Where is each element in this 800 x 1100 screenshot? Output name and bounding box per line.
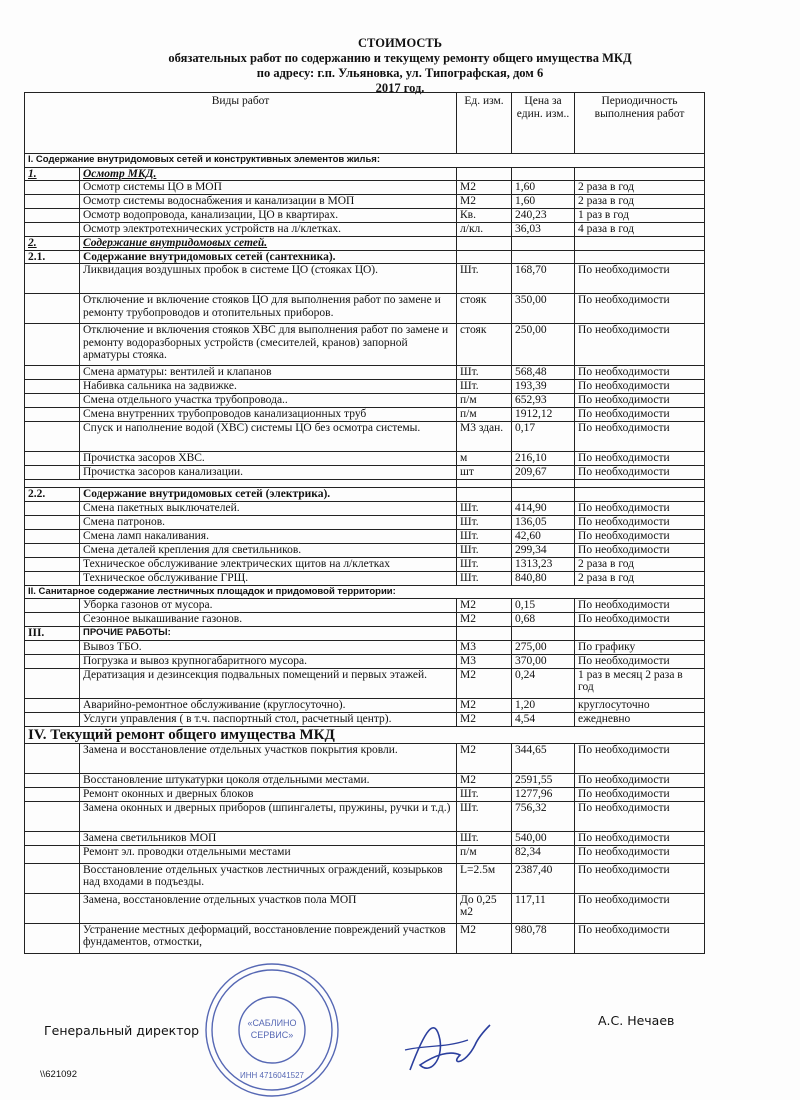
director-label: Генеральный директор bbox=[44, 1023, 200, 1038]
table-row bbox=[25, 599, 705, 613]
table-row bbox=[25, 366, 705, 380]
price-cell: 250,00 bbox=[512, 324, 575, 366]
table-header-row bbox=[25, 93, 705, 154]
number-cell bbox=[25, 613, 80, 627]
subsection-row bbox=[25, 627, 705, 641]
table-row bbox=[25, 557, 705, 571]
number-cell bbox=[25, 515, 80, 529]
table-row bbox=[25, 613, 705, 627]
unit-cell: Шт. bbox=[457, 380, 512, 394]
number-cell bbox=[25, 801, 80, 831]
table-row bbox=[25, 501, 705, 515]
svg-text:СЕРВИС»: СЕРВИС» bbox=[250, 1030, 294, 1040]
works-table-body bbox=[25, 93, 705, 954]
work-description: Ремонт эл. проводки отдельными местами bbox=[80, 845, 457, 863]
price-cell: 540,00 bbox=[512, 831, 575, 845]
work-description: Сезонное выкашивание газонов. bbox=[80, 613, 457, 627]
works-table bbox=[24, 92, 705, 954]
work-description: Прочистка засоров канализации. bbox=[80, 466, 457, 480]
table-row bbox=[25, 422, 705, 452]
subsection-title: Содержание внутридомовых сетей (электрика). bbox=[80, 488, 457, 502]
number-cell bbox=[25, 712, 80, 726]
period-cell: По необходимости bbox=[575, 773, 705, 787]
work-description: Услуги управления ( в т.ч. паспортный стол, расчетный центр). bbox=[80, 712, 457, 726]
number-cell bbox=[25, 394, 80, 408]
table-row bbox=[25, 863, 705, 893]
table-row bbox=[25, 294, 705, 324]
title-line-4: 2017 год. bbox=[375, 81, 425, 95]
empty-cell bbox=[457, 167, 512, 181]
period-cell: По необходимости bbox=[575, 515, 705, 529]
period-cell: По необходимости bbox=[575, 501, 705, 515]
unit-cell: Шт. bbox=[457, 366, 512, 380]
unit-cell: М2 bbox=[457, 698, 512, 712]
table-row bbox=[25, 515, 705, 529]
work-description: Замена оконных и дверных приборов (шпингалеты, пружины, ручки и т.д.) bbox=[80, 801, 457, 831]
subsection-title: Осмотр МКД. bbox=[80, 167, 457, 181]
table-row bbox=[25, 195, 705, 209]
unit-cell: М2 bbox=[457, 195, 512, 209]
unit-cell: Шт. bbox=[457, 543, 512, 557]
work-description: Погрузка и вывоз крупногабаритного мусора. bbox=[80, 654, 457, 668]
unit-cell: Кв. bbox=[457, 209, 512, 223]
number-cell bbox=[25, 743, 80, 773]
unit-cell: До 0,25 м2 bbox=[457, 893, 512, 923]
unit-cell: стояк bbox=[457, 294, 512, 324]
work-description: Вывоз ТБО. bbox=[80, 640, 457, 654]
subsection-number: 2.1. bbox=[25, 250, 80, 264]
price-cell: 36,03 bbox=[512, 223, 575, 237]
table-row bbox=[25, 923, 705, 953]
price-cell: 2387,40 bbox=[512, 863, 575, 893]
work-description: Ремонт оконных и дверных блоков bbox=[80, 787, 457, 801]
period-cell: По необходимости bbox=[575, 654, 705, 668]
price-cell: 240,23 bbox=[512, 209, 575, 223]
price-cell: 136,05 bbox=[512, 515, 575, 529]
price-cell: 1912,12 bbox=[512, 408, 575, 422]
header-period: Периодичность выполнения работ bbox=[575, 93, 705, 154]
work-description: Замена, восстановление отдельных участков пола МОП bbox=[80, 893, 457, 923]
work-description: Прочистка засоров ХВС. bbox=[80, 452, 457, 466]
period-cell: По необходимости bbox=[575, 613, 705, 627]
number-cell bbox=[25, 380, 80, 394]
subsection-row bbox=[25, 488, 705, 502]
unit-cell: М2 bbox=[457, 668, 512, 698]
section-title: II. Санитарное содержание лестничных площадок и придомовой территории: bbox=[25, 585, 705, 599]
table-gap-row bbox=[25, 480, 705, 488]
price-cell: 350,00 bbox=[512, 294, 575, 324]
unit-cell: М3 bbox=[457, 654, 512, 668]
unit-cell: М2 bbox=[457, 773, 512, 787]
title-line-2: обязательных работ по содержанию и текущему ремонту общего имущества МКД bbox=[168, 51, 632, 65]
number-cell bbox=[25, 571, 80, 585]
empty-cell bbox=[457, 237, 512, 251]
price-cell: 1,60 bbox=[512, 181, 575, 195]
work-description: Замена и восстановление отдельных участков покрытия кровли. bbox=[80, 743, 457, 773]
number-cell bbox=[25, 893, 80, 923]
empty-cell bbox=[512, 627, 575, 641]
section-row bbox=[25, 154, 705, 168]
company-stamp bbox=[192, 960, 352, 1100]
period-cell: круглосуточно bbox=[575, 698, 705, 712]
empty-cell bbox=[575, 250, 705, 264]
number-cell bbox=[25, 294, 80, 324]
period-cell: По необходимости bbox=[575, 294, 705, 324]
unit-cell: М2 bbox=[457, 181, 512, 195]
document-id: \\621092 bbox=[40, 1069, 77, 1080]
price-cell: 0,17 bbox=[512, 422, 575, 452]
price-cell: 980,78 bbox=[512, 923, 575, 953]
work-description: Дератизация и дезинсекция подвальных помещений и первых этажей. bbox=[80, 668, 457, 698]
price-cell: 568,48 bbox=[512, 366, 575, 380]
number-cell bbox=[25, 599, 80, 613]
unit-cell: М2 bbox=[457, 712, 512, 726]
subsection-number: III. bbox=[25, 627, 80, 641]
title-line-3: по адресу: г.п. Ульяновка, ул. Типографская, дом 6 bbox=[256, 66, 544, 80]
table-row bbox=[25, 787, 705, 801]
empty-cell bbox=[512, 488, 575, 502]
empty-cell bbox=[512, 250, 575, 264]
section-title: IV. Текущий ремонт общего имущества МКД bbox=[25, 726, 705, 743]
work-description: Аварийно-ремонтное обслуживание (круглосуточно). bbox=[80, 698, 457, 712]
unit-cell: м bbox=[457, 452, 512, 466]
period-cell: По необходимости bbox=[575, 324, 705, 366]
number-cell bbox=[25, 831, 80, 845]
signer-name: А.С. Нечаев bbox=[598, 1013, 675, 1028]
unit-cell: л/кл. bbox=[457, 223, 512, 237]
work-description: Техническое обслуживание электрических щитов на л/клетках bbox=[80, 557, 457, 571]
unit-cell: М2 bbox=[457, 613, 512, 627]
period-cell: 2 раза в год bbox=[575, 195, 705, 209]
price-cell: 344,65 bbox=[512, 743, 575, 773]
price-cell: 1,20 bbox=[512, 698, 575, 712]
work-description: Смена внутренних трубопроводов канализационных труб bbox=[80, 408, 457, 422]
section-row bbox=[25, 726, 705, 743]
unit-cell: Шт. bbox=[457, 831, 512, 845]
subsection-row bbox=[25, 167, 705, 181]
work-description: Отключение и включение стояков ЦО для выполнения работ по замене и ремонту трубопроводов и отопительных приборов. bbox=[80, 294, 457, 324]
work-description: Смена арматуры: вентилей и клапанов bbox=[80, 366, 457, 380]
number-cell bbox=[25, 668, 80, 698]
work-description: Техническое обслуживание ГРЩ. bbox=[80, 571, 457, 585]
table-row bbox=[25, 654, 705, 668]
number-cell bbox=[25, 195, 80, 209]
empty-cell bbox=[512, 237, 575, 251]
unit-cell: стояк bbox=[457, 324, 512, 366]
subsection-number: 1. bbox=[25, 167, 80, 181]
empty-cell bbox=[457, 250, 512, 264]
section-row bbox=[25, 585, 705, 599]
period-cell: ежедневно bbox=[575, 712, 705, 726]
table-row bbox=[25, 668, 705, 698]
gap-cell bbox=[512, 480, 575, 488]
table-row bbox=[25, 571, 705, 585]
table-row bbox=[25, 845, 705, 863]
table-row bbox=[25, 181, 705, 195]
number-cell bbox=[25, 501, 80, 515]
unit-cell: п/м bbox=[457, 394, 512, 408]
price-cell: 652,93 bbox=[512, 394, 575, 408]
unit-cell: Шт. bbox=[457, 529, 512, 543]
table-row bbox=[25, 640, 705, 654]
work-description: Восстановление штукатурки цоколя отдельными местами. bbox=[80, 773, 457, 787]
period-cell: 1 раз в год bbox=[575, 209, 705, 223]
number-cell bbox=[25, 466, 80, 480]
gap-cell bbox=[575, 480, 705, 488]
number-cell bbox=[25, 654, 80, 668]
unit-cell: М2 bbox=[457, 599, 512, 613]
period-cell: 2 раза в год bbox=[575, 571, 705, 585]
unit-cell: Шт. bbox=[457, 264, 512, 294]
period-cell: По необходимости bbox=[575, 422, 705, 452]
table-row bbox=[25, 773, 705, 787]
period-cell: По необходимости bbox=[575, 543, 705, 557]
table-row bbox=[25, 893, 705, 923]
price-cell: 216,10 bbox=[512, 452, 575, 466]
empty-cell bbox=[575, 237, 705, 251]
price-cell: 370,00 bbox=[512, 654, 575, 668]
price-cell: 1,60 bbox=[512, 195, 575, 209]
work-description: Набивка сальника на задвижке. bbox=[80, 380, 457, 394]
subsection-row bbox=[25, 237, 705, 251]
header-unit: Ед. изм. bbox=[457, 93, 512, 154]
unit-cell: Шт. bbox=[457, 571, 512, 585]
table-row bbox=[25, 712, 705, 726]
unit-cell: Шт. bbox=[457, 801, 512, 831]
period-cell: По необходимости bbox=[575, 893, 705, 923]
table-row bbox=[25, 223, 705, 237]
number-cell bbox=[25, 209, 80, 223]
period-cell: По необходимости bbox=[575, 863, 705, 893]
period-cell: По необходимости bbox=[575, 452, 705, 466]
work-description: Смена пакетных выключателей. bbox=[80, 501, 457, 515]
period-cell: По необходимости bbox=[575, 801, 705, 831]
empty-cell bbox=[512, 167, 575, 181]
number-cell bbox=[25, 181, 80, 195]
document-title bbox=[0, 36, 800, 96]
number-cell bbox=[25, 863, 80, 893]
unit-cell: М3 здан. bbox=[457, 422, 512, 452]
unit-cell: Шт. bbox=[457, 787, 512, 801]
svg-text:«САБЛИНО: «САБЛИНО bbox=[247, 1018, 297, 1028]
price-cell: 1313,23 bbox=[512, 557, 575, 571]
number-cell bbox=[25, 698, 80, 712]
unit-cell: п/м bbox=[457, 408, 512, 422]
unit-cell: Шт. bbox=[457, 501, 512, 515]
unit-cell: М2 bbox=[457, 923, 512, 953]
period-cell: По необходимости bbox=[575, 845, 705, 863]
unit-cell: Шт. bbox=[457, 515, 512, 529]
work-description: Отключение и включения стояков ХВС для выполнения работ по замене и ремонту водоразборных устройств (смесителей, кранов) запорной арматуры стояка. bbox=[80, 324, 457, 366]
table-row bbox=[25, 698, 705, 712]
price-cell: 0,15 bbox=[512, 599, 575, 613]
period-cell: 1 раз в месяц 2 раза в год bbox=[575, 668, 705, 698]
period-cell: По необходимости bbox=[575, 394, 705, 408]
period-cell: По необходимости bbox=[575, 923, 705, 953]
number-cell bbox=[25, 324, 80, 366]
number-cell bbox=[25, 408, 80, 422]
table-row bbox=[25, 264, 705, 294]
subsection-title: ПРОЧИЕ РАБОТЫ: bbox=[80, 627, 457, 641]
table-row bbox=[25, 801, 705, 831]
unit-cell: Шт. bbox=[457, 557, 512, 571]
gap-cell bbox=[457, 480, 512, 488]
period-cell: По графику bbox=[575, 640, 705, 654]
work-description: Смена деталей крепления для светильников. bbox=[80, 543, 457, 557]
work-description: Спуск и наполнение водой (ХВС) системы ЦО без осмотра системы. bbox=[80, 422, 457, 452]
number-cell bbox=[25, 640, 80, 654]
number-cell bbox=[25, 557, 80, 571]
subsection-row bbox=[25, 250, 705, 264]
header-price: Цена за един. изм.. bbox=[512, 93, 575, 154]
price-cell: 275,00 bbox=[512, 640, 575, 654]
empty-cell bbox=[575, 488, 705, 502]
period-cell: По необходимости bbox=[575, 831, 705, 845]
price-cell: 1277,96 bbox=[512, 787, 575, 801]
price-cell: 117,11 bbox=[512, 893, 575, 923]
period-cell: По необходимости bbox=[575, 466, 705, 480]
number-cell bbox=[25, 529, 80, 543]
period-cell: По необходимости bbox=[575, 599, 705, 613]
number-cell bbox=[25, 366, 80, 380]
number-cell bbox=[25, 543, 80, 557]
price-cell: 209,67 bbox=[512, 466, 575, 480]
period-cell: По необходимости bbox=[575, 743, 705, 773]
table-row bbox=[25, 324, 705, 366]
price-cell: 0,24 bbox=[512, 668, 575, 698]
empty-cell bbox=[575, 167, 705, 181]
period-cell: По необходимости bbox=[575, 366, 705, 380]
price-cell: 756,32 bbox=[512, 801, 575, 831]
work-description: Устранение местных деформаций, восстановление повреждений участков фундаментов, отмостки, bbox=[80, 923, 457, 953]
unit-cell: шт bbox=[457, 466, 512, 480]
price-cell: 82,34 bbox=[512, 845, 575, 863]
subsection-title: Содержание внутридомовых сетей (сантехника). bbox=[80, 250, 457, 264]
unit-cell: М2 bbox=[457, 743, 512, 773]
work-description: Смена патронов. bbox=[80, 515, 457, 529]
number-cell bbox=[25, 773, 80, 787]
work-description: Осмотр водопровода, канализации, ЦО в квартирах. bbox=[80, 209, 457, 223]
number-cell bbox=[25, 787, 80, 801]
empty-cell bbox=[457, 488, 512, 502]
gap-cell bbox=[25, 480, 457, 488]
number-cell bbox=[25, 264, 80, 294]
table-row bbox=[25, 831, 705, 845]
period-cell: 2 раза в год bbox=[575, 557, 705, 571]
empty-cell bbox=[457, 627, 512, 641]
period-cell: По необходимости bbox=[575, 408, 705, 422]
work-description: Смена отдельного участка трубопровода.. bbox=[80, 394, 457, 408]
work-description: Осмотр электротехнических устройств на л/клетках. bbox=[80, 223, 457, 237]
unit-cell: п/м bbox=[457, 845, 512, 863]
unit-cell: М3 bbox=[457, 640, 512, 654]
work-description: Замена светильников МОП bbox=[80, 831, 457, 845]
period-cell: 4 раза в год bbox=[575, 223, 705, 237]
price-cell: 4,54 bbox=[512, 712, 575, 726]
number-cell bbox=[25, 223, 80, 237]
empty-cell bbox=[575, 627, 705, 641]
period-cell: По необходимости bbox=[575, 787, 705, 801]
table-row bbox=[25, 529, 705, 543]
table-row bbox=[25, 543, 705, 557]
table-row bbox=[25, 408, 705, 422]
number-cell bbox=[25, 845, 80, 863]
price-cell: 42,60 bbox=[512, 529, 575, 543]
svg-text:ИНН 4716041527: ИНН 4716041527 bbox=[239, 1071, 305, 1080]
table-row bbox=[25, 394, 705, 408]
table-row bbox=[25, 743, 705, 773]
work-description: Уборка газонов от мусора. bbox=[80, 599, 457, 613]
work-description: Ликвидация воздушных пробок в системе ЦО (стояках ЦО). bbox=[80, 264, 457, 294]
period-cell: По необходимости bbox=[575, 264, 705, 294]
price-cell: 0,68 bbox=[512, 613, 575, 627]
number-cell bbox=[25, 923, 80, 953]
work-description: Восстановление отдельных участков лестничных ограждений, козырьков над входами в подъезды. bbox=[80, 863, 457, 893]
table-row bbox=[25, 452, 705, 466]
table-row bbox=[25, 209, 705, 223]
period-cell: 2 раза в год bbox=[575, 181, 705, 195]
unit-cell: L=2.5м bbox=[457, 863, 512, 893]
price-cell: 168,70 bbox=[512, 264, 575, 294]
price-cell: 299,34 bbox=[512, 543, 575, 557]
price-cell: 2591,55 bbox=[512, 773, 575, 787]
work-description: Осмотр системы водоснабжения и канализации в МОП bbox=[80, 195, 457, 209]
number-cell bbox=[25, 422, 80, 452]
price-cell: 840,80 bbox=[512, 571, 575, 585]
period-cell: По необходимости bbox=[575, 380, 705, 394]
subsection-title: Содержание внутридомовых сетей. bbox=[80, 237, 457, 251]
table-row bbox=[25, 380, 705, 394]
header-works: Виды работ bbox=[25, 93, 457, 154]
number-cell bbox=[25, 452, 80, 466]
section-title: I. Содержание внутридомовых сетей и конструктивных элементов жилья: bbox=[25, 154, 705, 168]
price-cell: 193,39 bbox=[512, 380, 575, 394]
price-cell: 414,90 bbox=[512, 501, 575, 515]
director-signature bbox=[390, 1010, 500, 1085]
period-cell: По необходимости bbox=[575, 529, 705, 543]
subsection-number: 2. bbox=[25, 237, 80, 251]
work-description: Осмотр системы ЦО в МОП bbox=[80, 181, 457, 195]
subsection-number: 2.2. bbox=[25, 488, 80, 502]
work-description: Смена ламп накаливания. bbox=[80, 529, 457, 543]
table-row bbox=[25, 466, 705, 480]
title-line-1: СТОИМОСТЬ bbox=[358, 36, 442, 50]
